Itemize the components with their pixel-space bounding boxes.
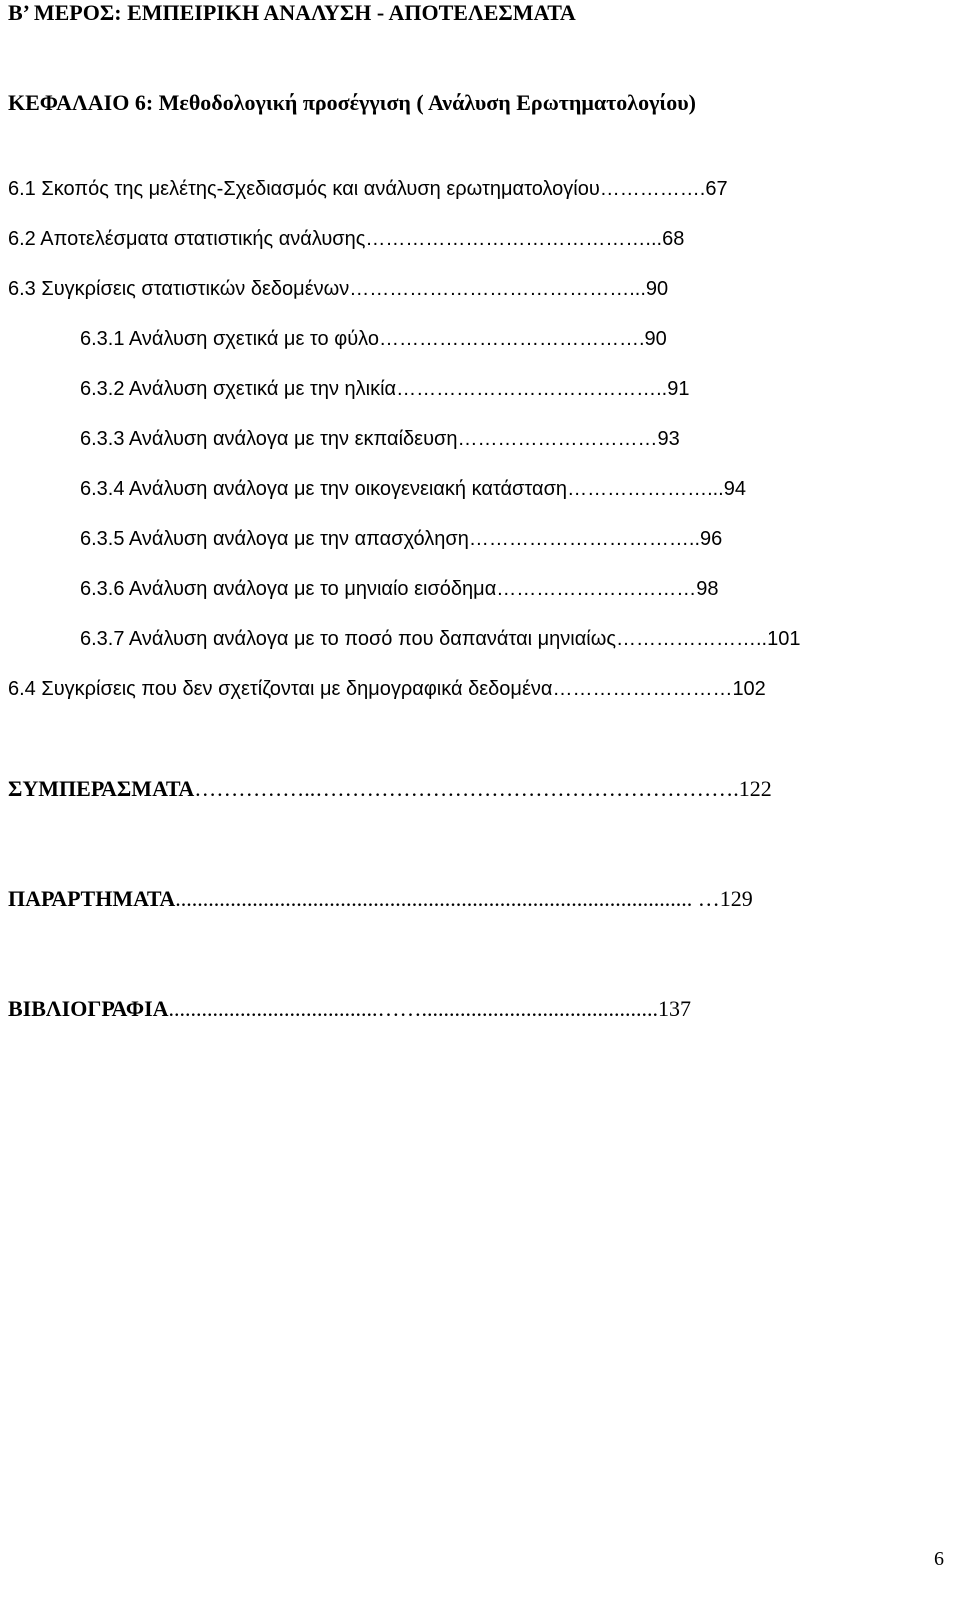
page-number: 6 bbox=[934, 1548, 944, 1570]
section-leader: .............................................................................................. … bbox=[175, 886, 720, 911]
section-page: 137 bbox=[658, 996, 692, 1021]
toc-entry-page: 102 bbox=[732, 678, 766, 700]
toc-entry-text: 6.3 Συγκρίσεις στατιστικών δεδομένων bbox=[8, 278, 350, 300]
toc-entry-text: 6.3.1 Ανάλυση σχετικά με το φύλο bbox=[80, 328, 379, 350]
toc-entry-leader: ………………….. bbox=[615, 628, 768, 650]
toc-entry-leader: …………………………………. bbox=[378, 328, 645, 350]
toc-entry[interactable] bbox=[80, 578, 719, 601]
toc-entry-page: 96 bbox=[700, 528, 723, 550]
section-page: 129 bbox=[719, 886, 753, 911]
toc-entry[interactable] bbox=[80, 528, 722, 551]
toc-entry-page: 68 bbox=[662, 228, 685, 250]
toc-entry[interactable] bbox=[80, 478, 746, 501]
chapter-heading: ΚΕΦΑΛΑΙΟ 6: Μεθοδολογική προσέγγιση ( Ανάλυση Ερωτηματολογίου) bbox=[8, 90, 696, 115]
toc-entry-page: 90 bbox=[644, 328, 667, 350]
toc-entry-page: 90 bbox=[645, 278, 669, 300]
toc-entry-text: 6.3.6 Ανάλυση ανάλογα με το μηνιαίο εισόδημα bbox=[80, 578, 497, 600]
toc-entry[interactable] bbox=[80, 428, 680, 451]
toc-entry-page: 101 bbox=[767, 628, 801, 650]
section-leader: ……………..…………………………………………………. bbox=[194, 776, 739, 801]
toc-entry-leader: ……………………………………... bbox=[365, 228, 663, 250]
toc-entry-page: 98 bbox=[696, 578, 719, 600]
toc-entry[interactable] bbox=[8, 678, 766, 701]
toc-entry-text: 6.3.2 Ανάλυση σχετικά με την ηλικία bbox=[80, 378, 397, 400]
toc-entry-leader: …………………………….. bbox=[468, 528, 701, 550]
section-title: ΠΑΡΑΡΤΗΜΑΤΑ bbox=[8, 886, 176, 911]
toc-entry[interactable] bbox=[8, 178, 728, 201]
toc-entry-text: 6.1 Σκοπός της μελέτης-Σχεδιασμός και ανάλυση ερωτηματολογίου bbox=[8, 178, 600, 200]
toc-entry-page: 67 bbox=[705, 178, 728, 200]
toc-entry-leader: ……………………… bbox=[552, 678, 733, 700]
toc-entry-page: 94 bbox=[723, 478, 746, 500]
part-heading: Β’ ΜΕΡΟΣ: ΕΜΠΕΙΡΙΚΗ ΑΝΑΛΥΣΗ - ΑΠΟΤΕΛΕΣΜΑΤΑ bbox=[8, 0, 576, 25]
toc-entry-text: 6.3.4 Ανάλυση ανάλογα με την οικογενειακή κατάσταση bbox=[80, 478, 568, 500]
section-entry[interactable] bbox=[8, 996, 691, 1022]
toc-entry-leader: ………………………… bbox=[457, 428, 658, 450]
toc-entry[interactable] bbox=[8, 278, 668, 301]
toc-entry[interactable] bbox=[80, 328, 667, 351]
section-entry[interactable] bbox=[8, 776, 772, 802]
toc-entry[interactable] bbox=[8, 228, 684, 251]
toc-entry-leader: ………………………………….. bbox=[396, 378, 668, 400]
section-entry[interactable] bbox=[8, 886, 753, 912]
toc-entry-text: 6.3.3 Ανάλυση ανάλογα με την εκπαίδευση bbox=[80, 428, 458, 450]
toc-entry-leader: ……………………………………... bbox=[349, 278, 646, 300]
toc-entry-text: 6.2 Αποτελέσματα στατιστικής ανάλυσης bbox=[8, 228, 366, 250]
toc-entry-text: 6.3.7 Ανάλυση ανάλογα με το ποσό που δαπανάται μηνιαίως bbox=[80, 628, 616, 650]
toc-entry-leader: ………………………… bbox=[496, 578, 697, 600]
section-leader: ......................................……........................................... bbox=[168, 996, 659, 1021]
toc-entry-text: 6.3.5 Ανάλυση ανάλογα με την απασχόληση bbox=[80, 528, 469, 550]
toc-entry-text: 6.4 Συγκρίσεις που δεν σχετίζονται με δημογραφικά δεδομένα bbox=[8, 678, 553, 700]
section-title: ΒΙΒΛΙΟΓΡΑΦΙΑ bbox=[8, 996, 169, 1021]
toc-entry[interactable] bbox=[80, 628, 800, 651]
toc-entry-page: 91 bbox=[667, 378, 690, 400]
toc-entry-page: 93 bbox=[657, 428, 680, 450]
toc-entry-leader: …………………... bbox=[567, 478, 724, 500]
toc-entry[interactable] bbox=[80, 378, 689, 401]
section-title: ΣΥΜΠΕΡΑΣΜΑΤΑ bbox=[8, 776, 195, 801]
section-page: 122 bbox=[738, 776, 772, 801]
toc-entry-leader: ……………. bbox=[599, 178, 706, 200]
